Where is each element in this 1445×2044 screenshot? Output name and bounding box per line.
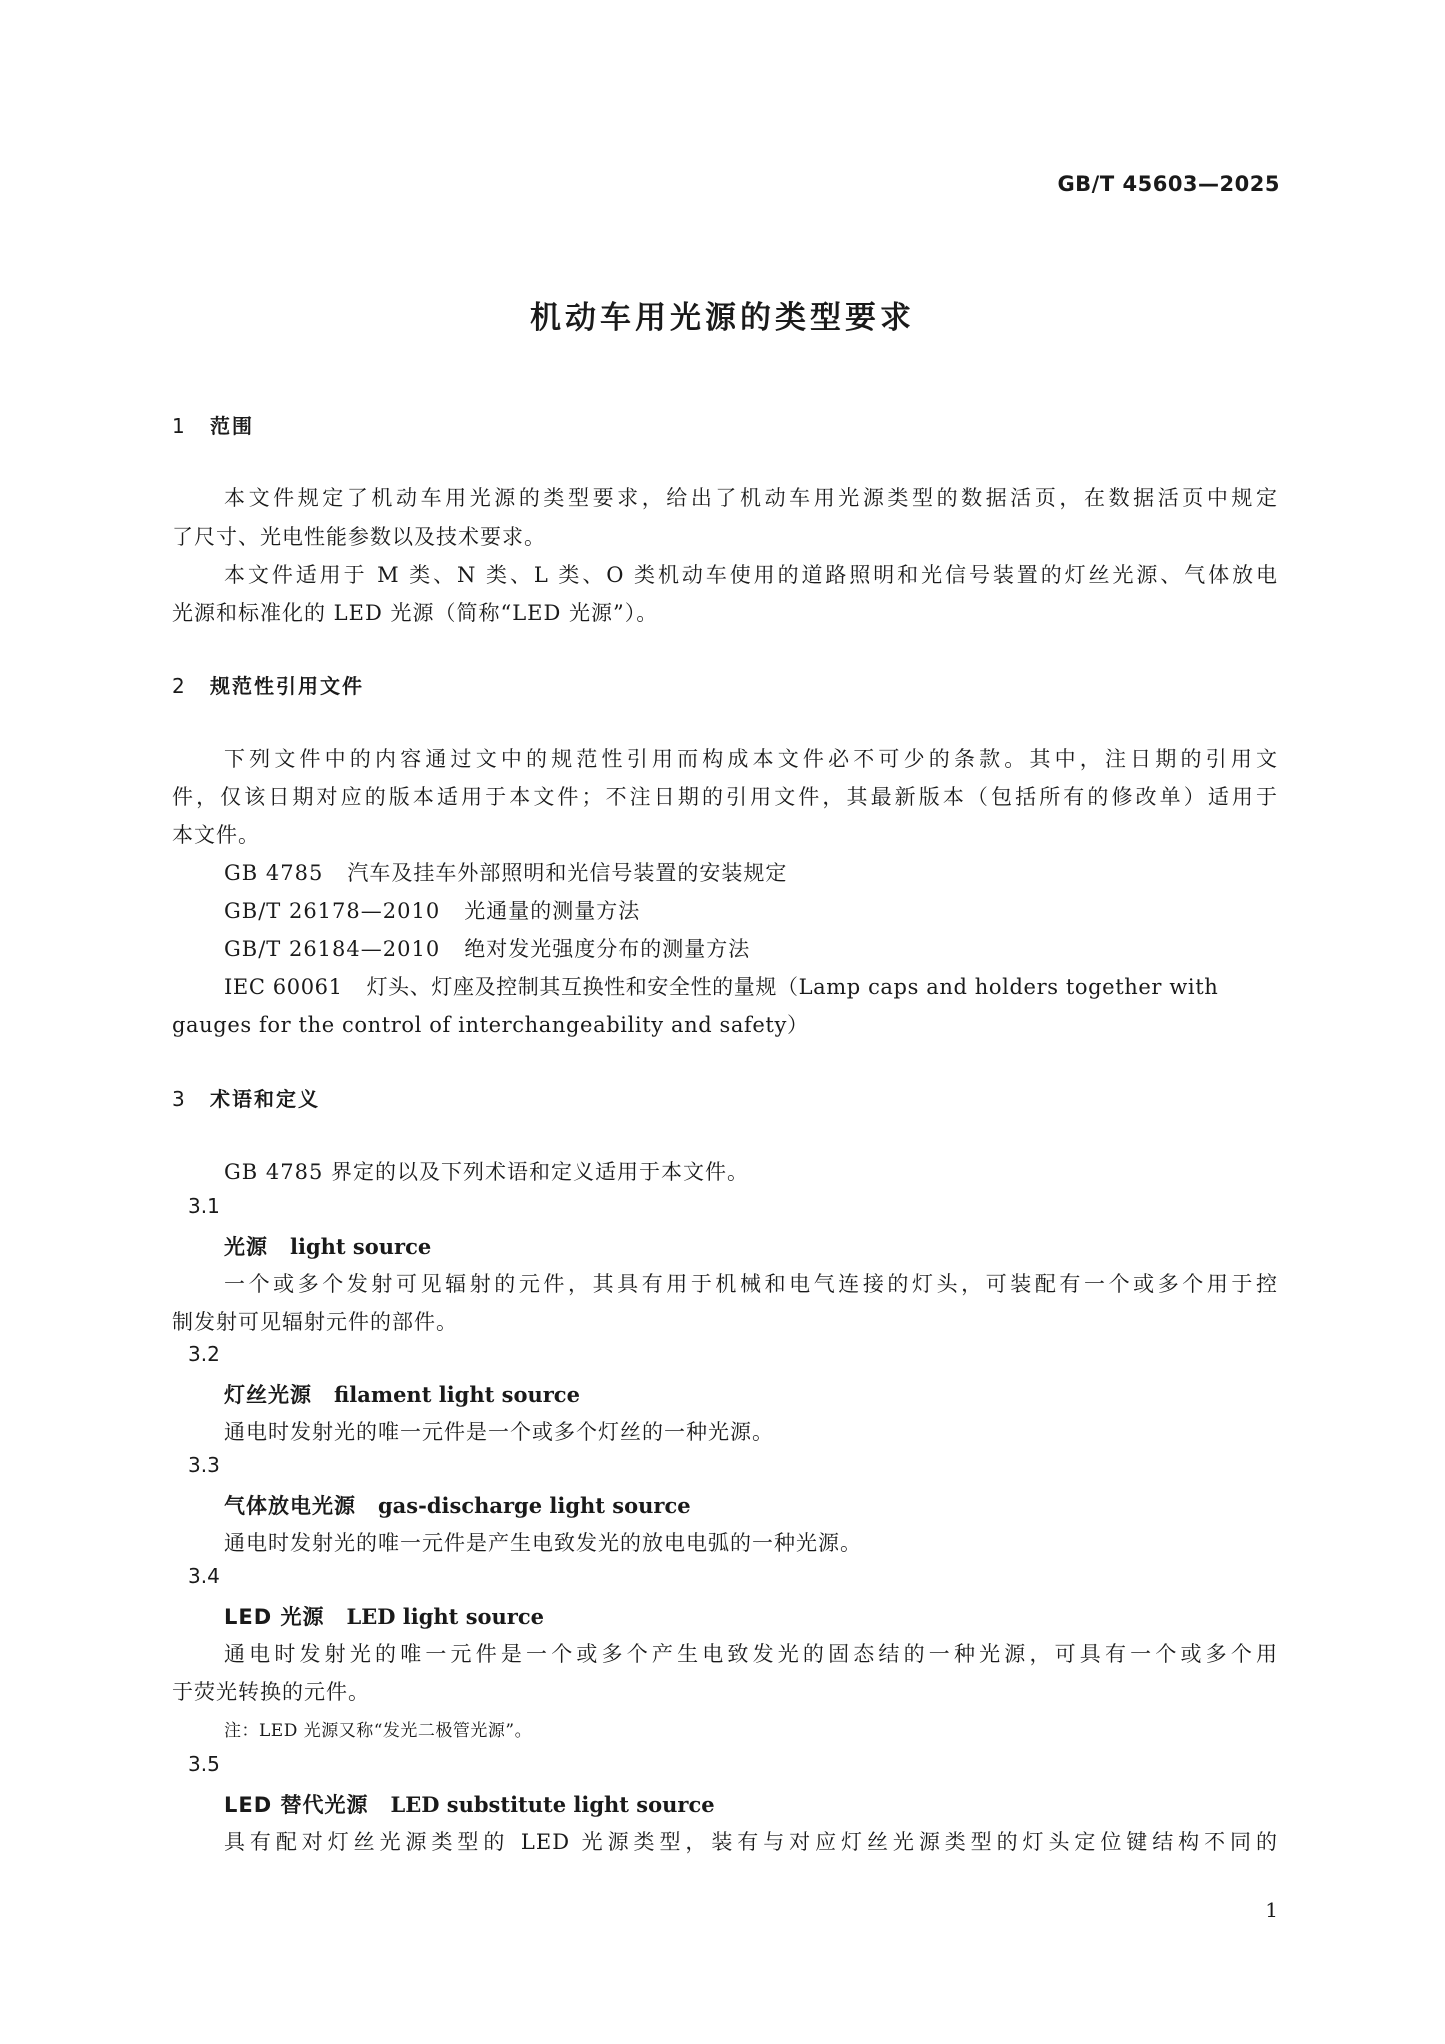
document-title: 机动车用光源的类型要求 (530, 300, 915, 336)
term-en: gas-discharge light source (378, 1493, 691, 1518)
reference-item (224, 933, 750, 963)
terms-intro: GB 4785 界定的以及下列术语和定义适用于本文件。 (224, 1160, 749, 1184)
clause-number: 3.2 (188, 1342, 220, 1366)
term-entry (224, 1490, 691, 1520)
term-zh: LED 光源 (224, 1605, 325, 1629)
reference-item (224, 971, 1278, 1001)
reference-item (224, 857, 787, 887)
term-zh: 气体放电光源 (224, 1494, 356, 1518)
term-en: filament light source (334, 1382, 580, 1407)
reference-code: IEC 60061 (224, 975, 343, 999)
section-3-title: 术语和定义 (210, 1087, 320, 1111)
reference-title: 灯头、灯座及控制其互换性和安全性的量规（Lamp caps and holders together with (366, 975, 1219, 999)
term-definition-line: 通电时发射光的唯一元件是产生电致发光的放电电弧的一种光源。 (224, 1531, 862, 1555)
section-2-number: 2 (172, 674, 187, 698)
refs-para-line-1: 下列文件中的内容通过文中的规范性引用而构成本文件必不可少的条款。其中，注日期的引用文 (224, 747, 1278, 771)
term-entry (224, 1789, 715, 1819)
reference-item (224, 895, 640, 925)
term-definition-line: 具有配对灯丝光源类型的 LED 光源类型，装有与对应灯丝光源类型的灯头定位键结构不同的 (224, 1830, 1278, 1854)
term-definition-line: 制发射可见辐射元件的部件。 (172, 1310, 458, 1334)
clause-number: 3.3 (188, 1453, 220, 1477)
section-1-title: 范围 (210, 414, 254, 438)
term-zh: 光源 (224, 1235, 268, 1259)
reference-title: 绝对发光强度分布的测量方法 (464, 937, 751, 961)
term-zh: LED 替代光源 (224, 1793, 369, 1817)
term-definition-line: 通电时发射光的唯一元件是一个或多个灯丝的一种光源。 (224, 1420, 774, 1444)
reference-code: GB 4785 (224, 861, 324, 885)
refs-para-line-2: 件，仅该日期对应的版本适用于本文件；不注日期的引用文件，其最新版本（包括所有的修改单）适用于 (172, 785, 1278, 809)
term-en: LED substitute light source (390, 1792, 715, 1817)
reference-title: 汽车及挂车外部照明和光信号装置的安装规定 (347, 861, 788, 885)
clause-number: 3.5 (188, 1752, 220, 1776)
reference-title: 光通量的测量方法 (464, 899, 641, 923)
scope-para-2-line-2: 光源和标准化的 LED 光源（简称“LED 光源”）。 (172, 601, 659, 625)
term-entry (224, 1601, 544, 1631)
term-zh: 灯丝光源 (224, 1383, 312, 1407)
section-3-number: 3 (172, 1087, 187, 1111)
reference-code: GB/T 26178—2010 (224, 899, 441, 923)
clause-number: 3.1 (188, 1194, 220, 1218)
term-en: light source (290, 1234, 432, 1259)
clause-number: 3.4 (188, 1564, 220, 1588)
page-number: 1 (1265, 1898, 1278, 1922)
term-en: LED light source (346, 1604, 545, 1629)
section-1-number: 1 (172, 414, 187, 438)
scope-para-1-line-2: 了尺寸、光电性能参数以及技术要求。 (172, 525, 546, 549)
term-definition-line: 通电时发射光的唯一元件是一个或多个产生电致发光的固态结的一种光源，可具有一个或多个用 (224, 1642, 1278, 1666)
reference-4-continuation: gauges for the control of interchangeability and safety） (172, 1013, 809, 1037)
reference-code: GB/T 26184—2010 (224, 937, 441, 961)
section-1-heading (172, 410, 254, 439)
term-note: 注：LED 光源又称“发光二极管光源”。 (224, 1721, 533, 1741)
term-entry (224, 1379, 580, 1409)
term-definition-line: 于荧光转换的元件。 (172, 1680, 370, 1704)
document-number: GB/T 45603—2025 (1057, 172, 1280, 196)
section-2-title: 规范性引用文件 (210, 674, 364, 698)
scope-para-2-line-1: 本文件适用于 M 类、N 类、L 类、O 类机动车使用的道路照明和光信号装置的灯丝光源、气体放电 (224, 563, 1278, 587)
scope-para-1-line-1: 本文件规定了机动车用光源的类型要求，给出了机动车用光源类型的数据活页，在数据活页中规定 (224, 486, 1278, 510)
section-2-heading (172, 670, 364, 699)
refs-para-line-3: 本文件。 (172, 823, 260, 847)
term-definition-line: 一个或多个发射可见辐射的元件，其具有用于机械和电气连接的灯头，可装配有一个或多个用于控 (224, 1272, 1278, 1296)
section-3-heading (172, 1083, 320, 1112)
term-entry (224, 1231, 431, 1261)
